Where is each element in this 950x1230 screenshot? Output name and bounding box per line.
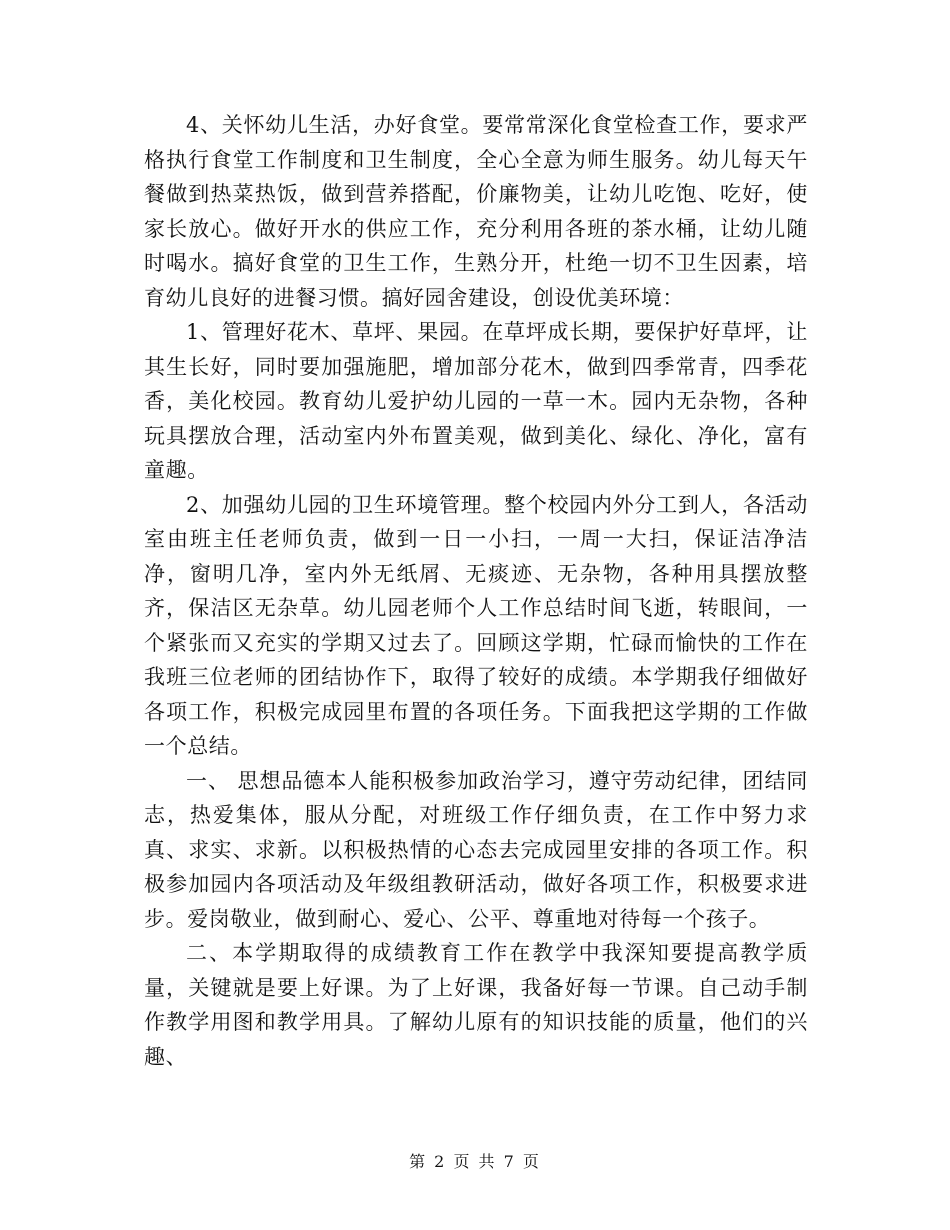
- paragraph-canteen: 4、关怀幼儿生活，办好食堂。要常常深化食堂检查工作，要求严格执行食堂工作制度和卫生制度，全心全意为师生服务。幼儿每天午餐做到热菜热饭，做到营养搭配，价廉物美，让幼儿吃饱、吃好，使家长放心。做好开水的供应工作，充分利用各班的茶水桶，让幼儿随时喝水。搞好食堂的卫生工作，生熟分开，杜绝一切不卫生因素，培育幼儿良好的进餐习惯。搞好园舍建设，创设优美环境：: [144, 113, 808, 310]
- paragraph-achievements: 二、本学期取得的成绩教育工作在教学中我深知要提高教学质量，关键就是要上好课。为了上好课，我备好每一节课。自己动手制作教学用图和教学用具。了解幼儿原有的知识技能的质量，他们的兴趣、: [144, 941, 808, 1069]
- paragraph-hygiene: 2、加强幼儿园的卫生环境管理。整个校园内外分工到人，各活动室由班主任老师负责，做到一日一小扫，一周一大扫，保证洁净洁净，窗明几净，室内外无纸屑、无痰迹、无杂物，各种用具摆放整齐，保洁区无杂草。幼儿园老师个人工作总结时间飞逝，转眼间，一个紧张而又充实的学期又过去了。回顾这学期，忙碌而愉快的工作在我班三位老师的团结协作下，取得了较好的成绩。本学期我仔细做好各项工作，积极完成园里布置的各项任务。下面我把这学期的工作做一个总结。: [144, 492, 808, 758]
- paragraph-ideology: 一、 思想品德本人能积极参加政治学习，遵守劳动纪律，团结同志，热爱集体，服从分配，对班级工作仔细负责，在工作中努力求真、求实、求新。以积极热情的心态去完成园里安排的各项工作。积极参加园内各项活动及年级组教研活动，做好各项工作，积极要求进步。爱岗敬业，做到耐心、爱心、公平、尊重地对待每一个孩子。: [144, 768, 808, 931]
- page-number: 第 2 页 共 7 页: [409, 1152, 541, 1171]
- paragraph-greenery: 1、管理好花木、草坪、果园。在草坪成长期，要保护好草坪，让其生长好，同时要加强施肥，增加部分花木，做到四季常青，四季花香，美化校园。教育幼儿爱护幼儿园的一草一木。园内无杂物，各种玩具摆放合理，活动室内外布置美观，做到美化、绿化、净化，富有童趣。: [144, 320, 808, 482]
- page-footer: [0, 1150, 950, 1174]
- document-body: [144, 108, 808, 1074]
